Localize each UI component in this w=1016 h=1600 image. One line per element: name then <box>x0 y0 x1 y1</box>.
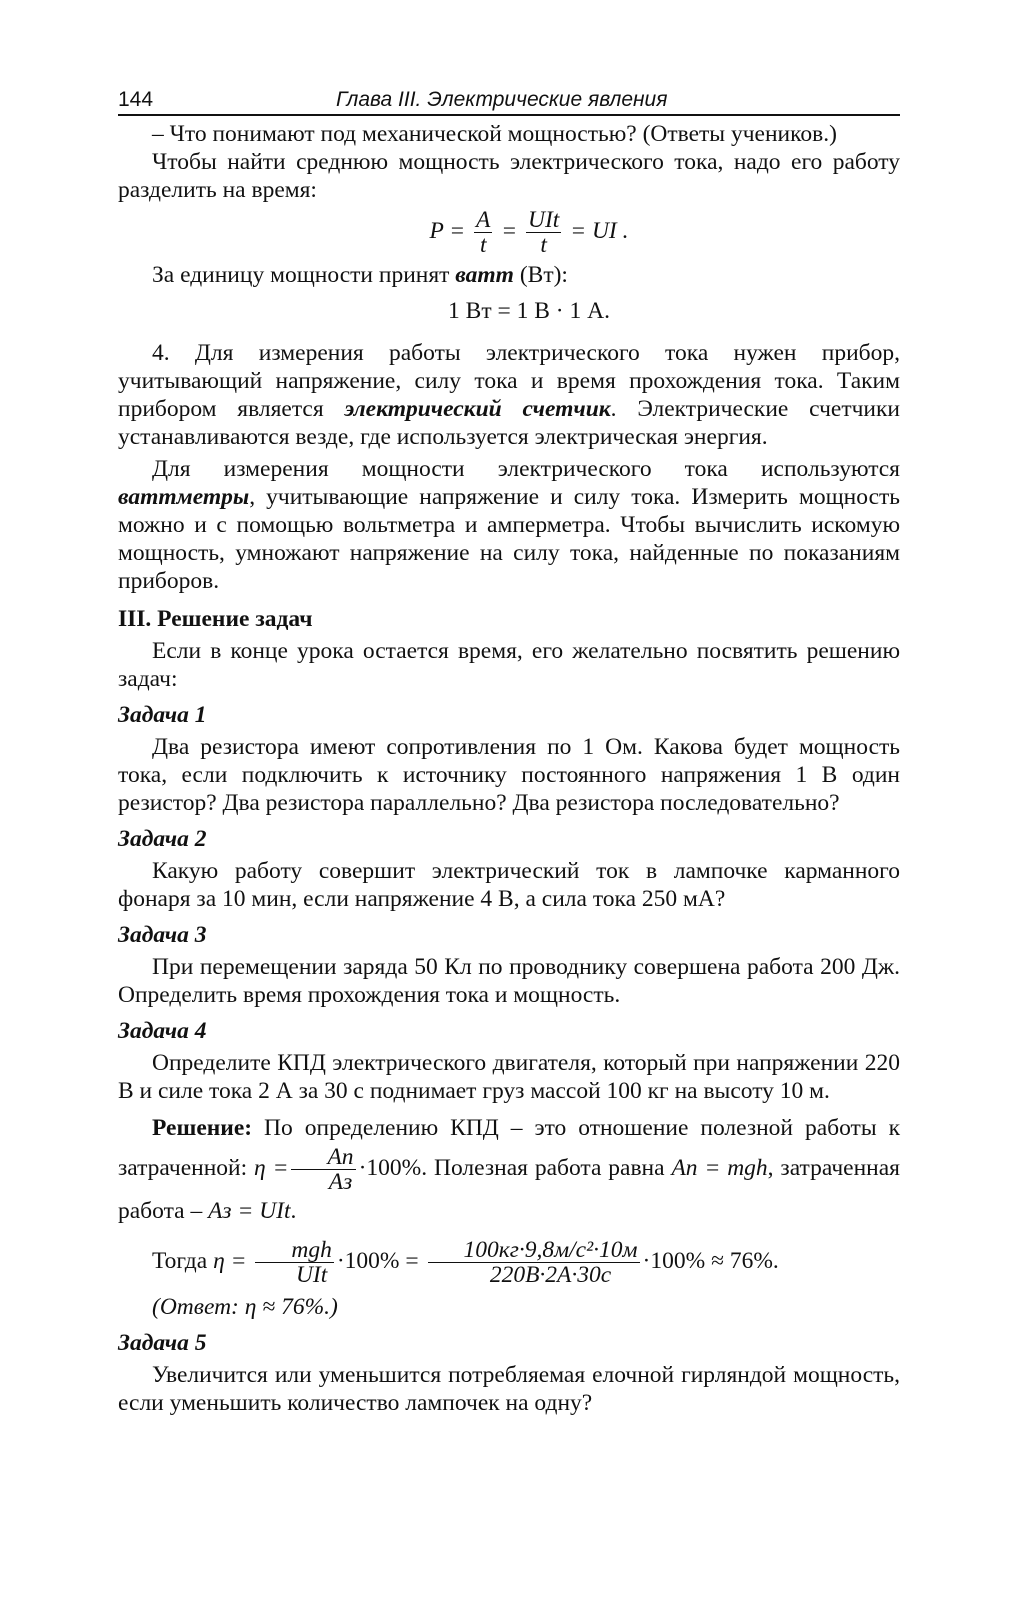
fraction-uit-over-t: $\frac{\text{UIt}}{t}$ <box>528 207 560 258</box>
result-formula: Тогда η = $\frac{\text{mgh}}{\text{UIt}}$ ·100% = $\frac{\text{100кг·9,8м/с²·10м}}{220В\cdot 2А\cdot 30с}$ ·100% ≈ 76%. <box>152 1237 779 1288</box>
unit-name: ватт <box>455 262 514 288</box>
task-text: При перемещении заряда 50 Кл по проводнику совершена работа 200 Дж. Определить время прохождения тока и мощность. <box>118 954 900 1008</box>
task-title: Задача 4 <box>118 1018 207 1044</box>
task-text: Какую работу совершит электрический ток в лампочке карманного фонаря за 10 мин, если напряжение 4 В, а сила тока 250 мА? <box>118 858 900 912</box>
point4-paragraph1: 4. Для измерения работы электрического тока нужен прибор, учитывающий напряжение, силу тока и время прохождения тока. Таким прибором является электрический счетчик. Электрические счетчики устанавливаются везде, где используется электрическая энергия. <box>118 340 900 450</box>
section-heading: III. Решение задач <box>118 606 313 632</box>
term-electric-meter: электрический счетчик <box>344 396 611 422</box>
efficiency-fraction: $\frac{Aп}{Aз}$ <box>291 1145 355 1194</box>
solution-paragraph: Решение: По определению КПД – это отношение полезной работы к затраченной: η = $\frac{Aп}{Aз}$ ·100%. Полезная работа равна Aп = mgh, затраченная работа – Aз = UIt. <box>118 1115 900 1224</box>
task-title: Задача 2 <box>118 826 207 852</box>
task-text: Определите КПД электрического двигателя, который при напряжении 220 В и силе тока 2 А за 30 с поднимает груз массой 100 кг на высоту 10 м. <box>118 1050 900 1104</box>
page-header <box>118 84 900 116</box>
chapter-title: Глава III. Электрические явления <box>336 88 668 111</box>
numeric-fraction: $\frac{\text{100кг·9,8м/с²·10м}}{220В\cdot 2А\cdot 30с}$ <box>428 1238 640 1287</box>
average-power-text: Чтобы найти среднюю мощность электрического тока, надо его работу разделить на время: <box>118 149 900 203</box>
task-text: Два резистора имеют сопротивления по 1 Ом. Какова будет мощность тока, если подключить к источнику постоянного напряжения 1 В один резистор? Два резистора параллельно? Два резистора последовательно? <box>118 734 900 816</box>
unit-formula: 1 Вт = 1 В · 1 А. <box>448 298 610 324</box>
task-title: Задача 1 <box>118 702 207 728</box>
unit-intro: За единицу мощности принят ватт (Вт): <box>152 262 568 288</box>
point4-paragraph2: Для измерения мощности электрического тока используются ваттметры, учитывающие напряжение и силу тока. Измерить мощность можно и с помощью вольтметра и амперметра. Чтобы вычислить искомую мощность, умножают напряжение на силу тока, найденные по показаниям приборов. <box>118 456 900 594</box>
solution-label: Решение: <box>152 1115 253 1141</box>
section-intro: Если в конце урока остается время, его желательно посвятить решению задач: <box>118 638 900 692</box>
task-text: Увеличится или уменьшится потребляемая елочной гирляндой мощность, если уменьшить количество лампочек на одну? <box>118 1362 900 1416</box>
power-formula: P = $\frac{A}{t}$ = $\frac{\text{UIt}}{t}$ = UI . <box>429 207 629 258</box>
task-title: Задача 5 <box>118 1330 207 1356</box>
mgh-over-uit-fraction: $\frac{\text{mgh}}{\text{UIt}}$ <box>255 1238 333 1287</box>
answer-line: (Ответ: η ≈ 76%.) <box>152 1294 338 1320</box>
page <box>118 84 900 1417</box>
question-line: – Что понимают под механической мощностью? (Ответы учеников.) <box>152 121 837 147</box>
fraction-a-over-t: $\frac{A}{t}$ <box>476 207 491 258</box>
term-wattmeters: ваттметры <box>118 484 250 510</box>
task-title: Задача 3 <box>118 922 207 948</box>
page-number: 144 <box>118 88 154 111</box>
